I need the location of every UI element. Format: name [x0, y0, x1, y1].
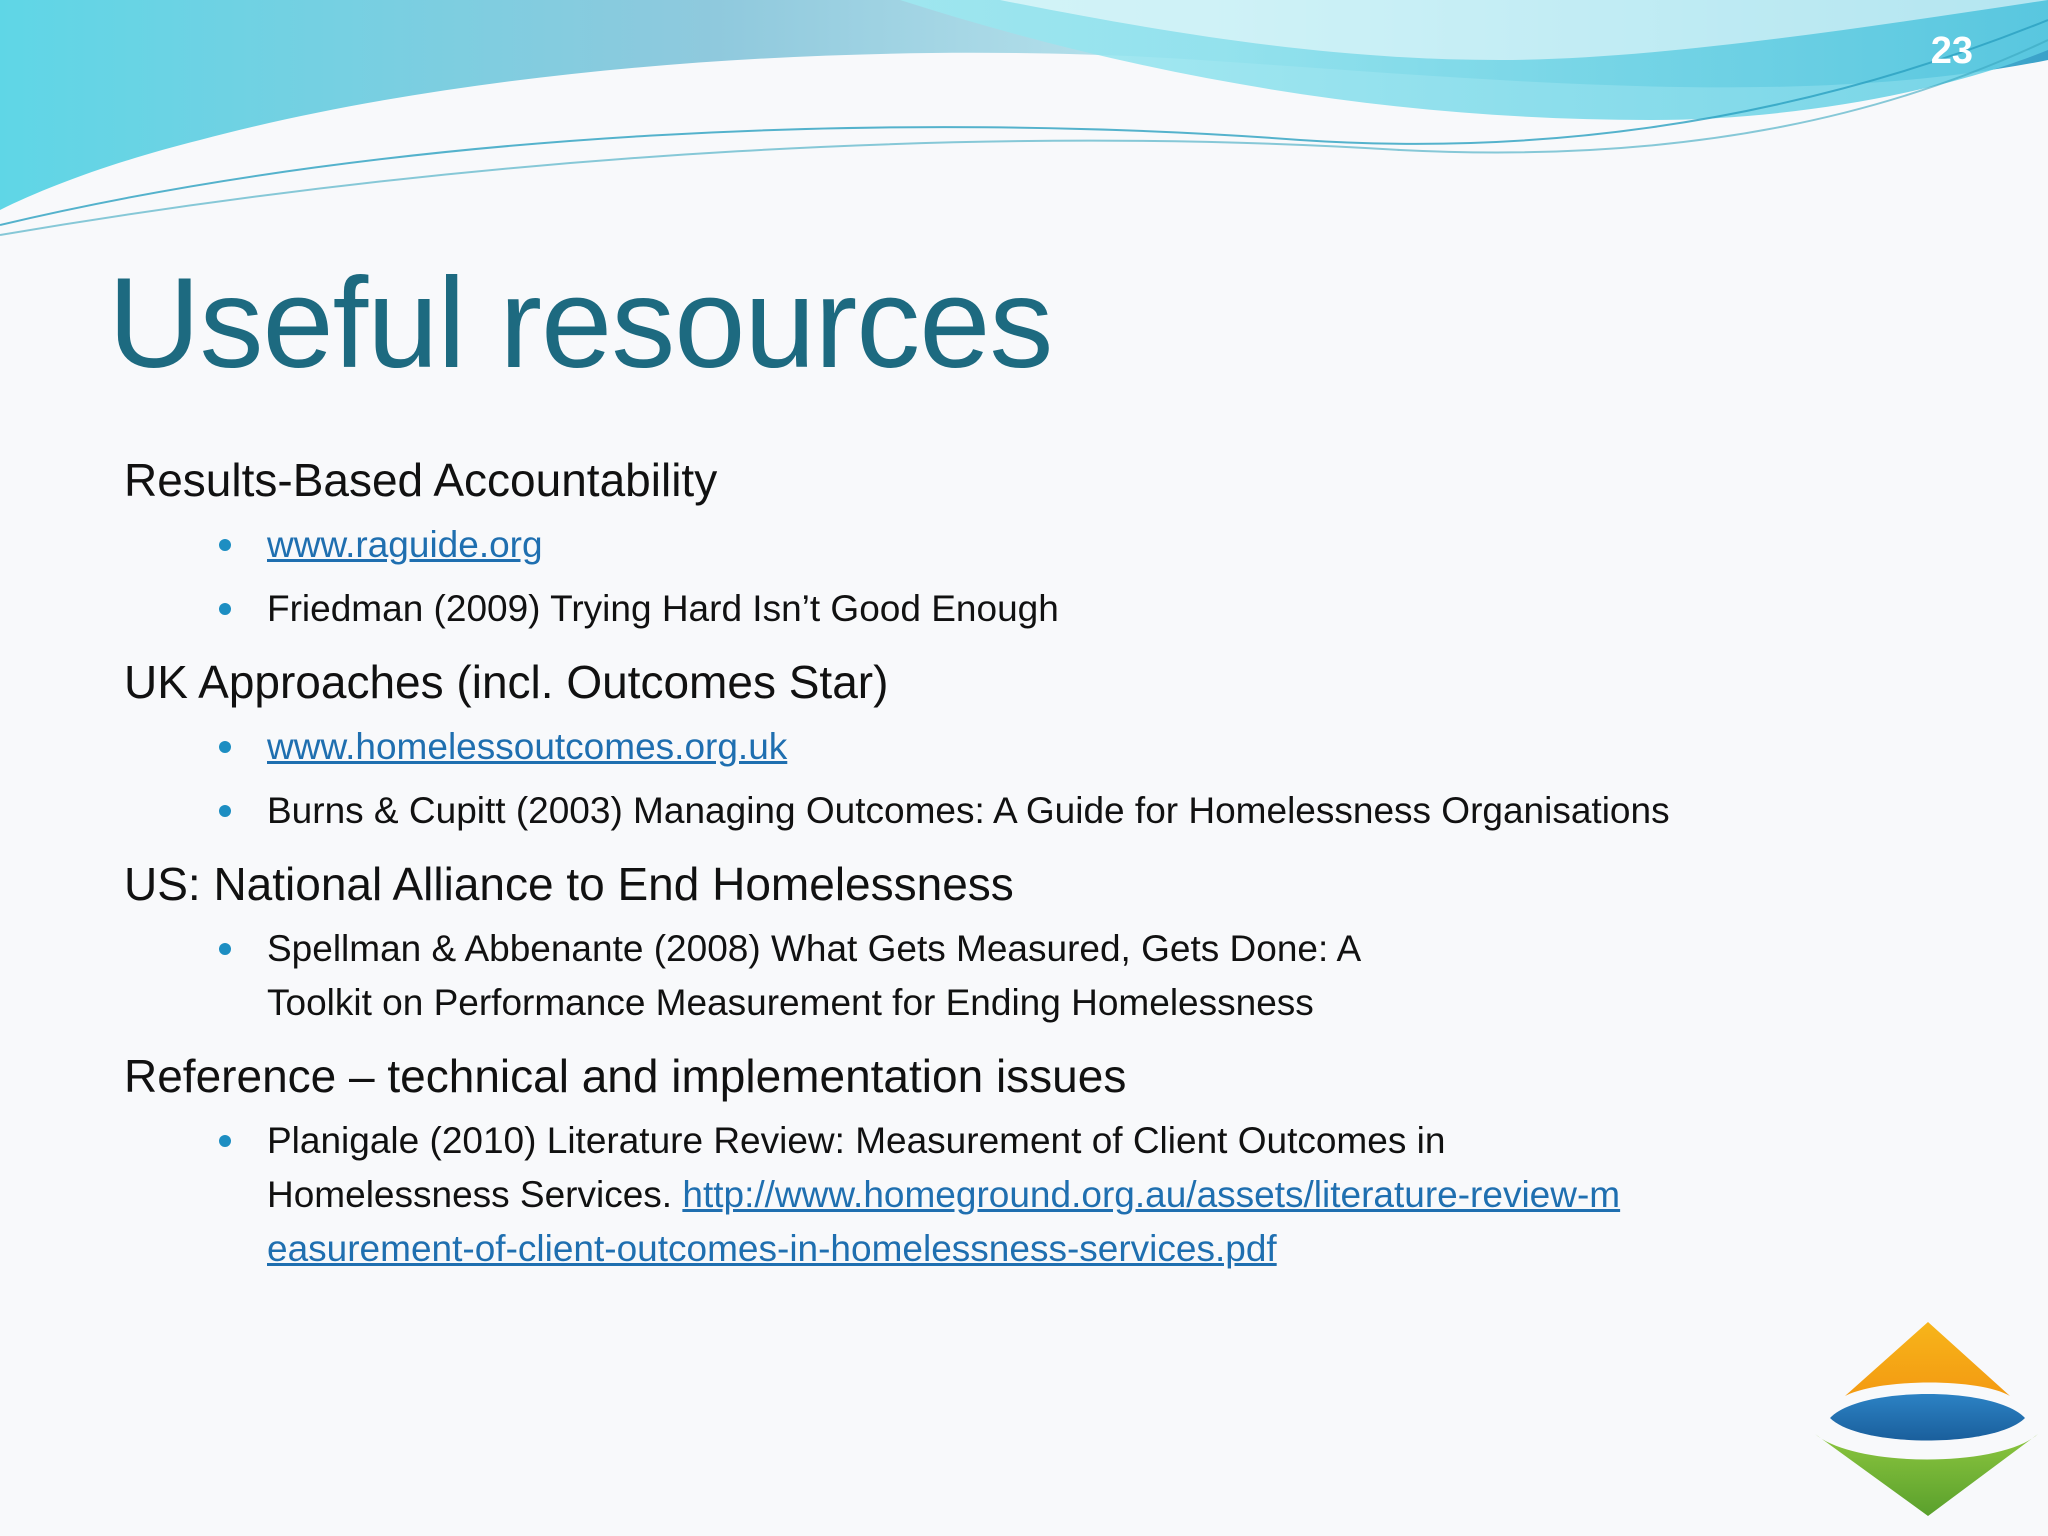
homeground-link[interactable]: http://www.homeground.org.au/assets/literature-review-measurement-of-client-outcomes-in-homelessness-services.pdf: [267, 1174, 1621, 1269]
slide-title: Useful resources: [108, 252, 1053, 395]
raguide-link[interactable]: www.raguide.org: [267, 524, 543, 565]
section-us: [124, 856, 1924, 1030]
item-text: Planigale (2010) Literature Review: Measurement of Client Outcomes in Homelessness Services.: [267, 1120, 1446, 1215]
list-item: [124, 922, 1924, 1030]
bullet-icon: [219, 603, 231, 615]
section-reference: [124, 1048, 1924, 1276]
section-rba: [124, 452, 1924, 636]
bullet-icon: [219, 1135, 231, 1147]
diamond-logo-icon: [1810, 1318, 2045, 1518]
list-item: [124, 582, 1924, 636]
wave-banner: [0, 0, 2048, 240]
bullet-icon: [219, 741, 231, 753]
bullet-icon: [219, 539, 231, 551]
section-heading: US: National Alliance to End Homelessness: [124, 858, 1014, 910]
list-item: [124, 720, 1924, 774]
item-text: Burns & Cupitt (2003) Managing Outcomes: A Guide for Homelessness Organisations: [267, 790, 1670, 831]
item-text: Friedman (2009) Trying Hard Isn’t Good Enough: [267, 588, 1059, 629]
slide-number: 23: [1930, 30, 1973, 72]
list-item: [124, 518, 1924, 572]
list-item: [124, 1114, 1924, 1276]
section-heading: Results-Based Accountability: [124, 454, 718, 506]
bullet-icon: [219, 943, 231, 955]
section-heading: Reference – technical and implementation issues: [124, 1050, 1127, 1102]
list-item: [124, 784, 1924, 838]
resource-list: [124, 452, 1924, 1294]
bullet-icon: [219, 805, 231, 817]
item-text: Spellman & Abbenante (2008) What Gets Measured, Gets Done: A Toolkit on Performance Measurement for Ending Homelessness: [267, 928, 1360, 1023]
section-uk: [124, 654, 1924, 838]
homelessoutcomes-link[interactable]: www.homelessoutcomes.org.uk: [267, 726, 788, 767]
section-heading: UK Approaches (incl. Outcomes Star): [124, 656, 889, 708]
